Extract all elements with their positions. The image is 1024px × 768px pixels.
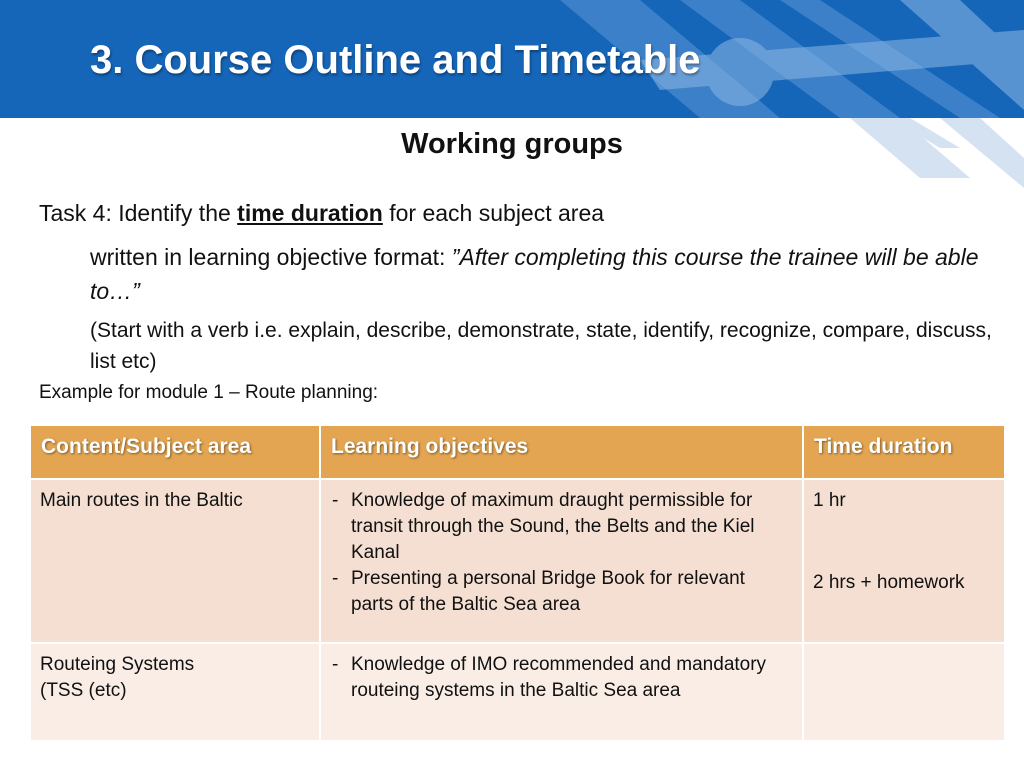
subject-cell — [30, 479, 320, 643]
time-value: 2 hrs + homework — [813, 572, 965, 593]
format-text: written in learning objective format: — [90, 244, 452, 270]
objective-item: - Knowledge of maximum draught permissible for transit through the Sound, the Belts and the Kiel Kanal — [330, 488, 792, 566]
time-cell-empty — [803, 643, 1005, 741]
format-line — [90, 240, 990, 308]
table-header-row — [30, 425, 1005, 479]
subject-text: Main routes in the Baltic — [40, 490, 243, 511]
task-line — [39, 200, 604, 227]
objectives-list — [330, 488, 792, 618]
format-quote: ”After completing this course the trainee will be able to…” — [90, 244, 979, 304]
time-value: 1 hr — [813, 490, 846, 511]
objectives-cell — [320, 643, 803, 741]
section-subtitle: Working groups — [401, 128, 623, 160]
page-title: 3. Course Outline and Timetable — [90, 38, 701, 82]
table-row — [30, 479, 1005, 643]
header-subject-area: Content/Subject area — [30, 425, 320, 479]
slide-header — [0, 0, 1024, 118]
objective-item: - Knowledge of IMO recommended and mandatory routeing systems in the Baltic Sea area — [330, 652, 792, 704]
time-cell — [803, 479, 1005, 643]
header-learning-objectives: Learning objectives — [320, 425, 803, 479]
task-suffix: for each subject area — [382, 200, 605, 226]
task-prefix: Task 4: Identify the — [39, 200, 238, 226]
objective-item: - Presenting a personal Bridge Book for relevant parts of the Baltic Sea area — [330, 566, 792, 618]
subject-cell — [30, 643, 320, 741]
objectives-cell — [320, 479, 803, 643]
table-row — [30, 643, 1005, 741]
verb-hint: (Start with a verb i.e. explain, describe, demonstrate, state, identify, recognize, compare, discuss, list etc) — [90, 319, 992, 373]
objectives-list — [330, 652, 792, 704]
subject-text: (TSS (etc) — [40, 680, 127, 701]
course-outline-table — [29, 424, 1006, 742]
example-caption: Example for module 1 – Route planning: — [39, 382, 379, 403]
header-time-duration: Time duration — [803, 425, 1005, 479]
task-emphasis: time duration — [237, 200, 383, 226]
subject-text: Routeing Systems — [40, 654, 195, 675]
